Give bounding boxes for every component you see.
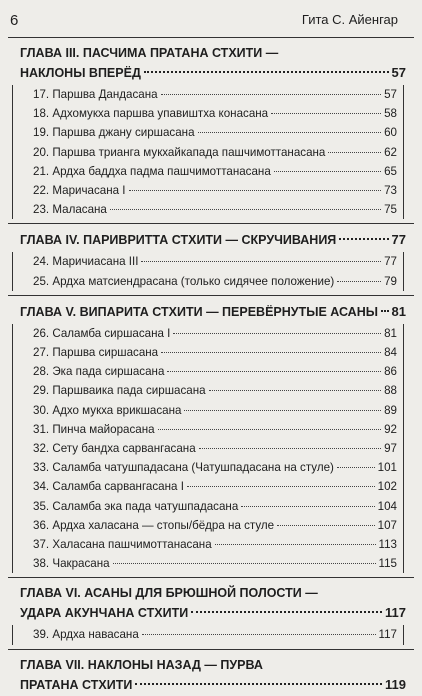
entry-page-number: 62	[384, 145, 397, 159]
entry-title: 33. Саламба чатушпадасана (Чатушпадасана на стуле)	[33, 461, 334, 475]
entry-page-number: 113	[378, 538, 397, 552]
chapter-title	[0, 656, 422, 695]
toc-entry	[33, 181, 397, 200]
entry-page-number: 115	[378, 557, 397, 571]
toc-chapter	[0, 584, 422, 644]
toc-entry	[33, 272, 397, 291]
leader-dots	[187, 486, 375, 487]
entry-title: 30. Адхо мукха врикшасана	[33, 403, 182, 417]
toc-entry	[33, 458, 397, 477]
leader-dots	[339, 238, 388, 240]
leader-dots	[113, 563, 376, 564]
toc-entry	[33, 381, 397, 400]
entry-title: 37. Халасана пашчимоттанасана	[33, 538, 212, 552]
entry-title: 18. Адхомукха паршва упавиштха конасана	[33, 107, 269, 121]
chapter-page-number: 81	[391, 303, 406, 319]
toc-entry	[33, 85, 397, 104]
toc-entry	[33, 535, 397, 554]
entry-title: 39. Ардха навасана	[33, 628, 139, 642]
chapter-title-line: ГЛАВА V. ВИПАРИТА СТХИТИ — ПЕРЕВЁРНУТЫЕ АСАНЫ	[20, 304, 378, 319]
chapter-page-number: 77	[391, 232, 406, 248]
toc-entry	[33, 104, 397, 123]
entry-page-number: 65	[384, 164, 397, 178]
asana-list	[12, 252, 404, 290]
leader-dots	[241, 506, 374, 507]
entry-page-number: 97	[384, 442, 397, 456]
chapter-title-line: ПРАТАНА СТХИТИ	[20, 677, 133, 692]
toc-entry	[33, 497, 397, 516]
leader-dots	[129, 190, 382, 191]
entry-page-number: 58	[384, 107, 397, 121]
entry-page-number: 57	[384, 88, 397, 101]
chapter-title-line: ГЛАВА VII. НАКЛОНЫ НАЗАД — ПУРВА	[20, 657, 263, 672]
entry-title: 23. Маласана	[33, 203, 107, 217]
toc-entry	[33, 162, 397, 181]
leader-dots	[274, 171, 381, 172]
header-rule	[8, 37, 414, 38]
toc-chapter	[0, 44, 422, 219]
entry-title: 29. Паршваика пада сиршасана	[33, 384, 206, 398]
chapter-page-number: 119	[385, 676, 406, 692]
toc-entry	[33, 143, 397, 162]
entry-title: 28. Эка пада сиршасана	[33, 365, 165, 379]
toc-entry	[33, 200, 397, 219]
entry-page-number: 117	[378, 628, 397, 642]
entry-page-number: 60	[384, 126, 397, 140]
entry-title: 22. Маричасана I	[33, 184, 126, 198]
toc-entry	[33, 477, 397, 496]
entry-page-number: 77	[384, 255, 397, 269]
entry-page-number: 92	[384, 422, 397, 436]
leader-dots	[141, 261, 381, 262]
toc-entry	[33, 439, 397, 458]
entry-page-number: 101	[377, 461, 397, 475]
toc-entry	[33, 516, 397, 535]
entry-page-number: 84	[384, 346, 397, 360]
leader-dots	[381, 310, 389, 312]
leader-dots	[199, 448, 381, 449]
asana-list	[12, 625, 404, 644]
chapter-title	[0, 584, 422, 623]
entry-title: 36. Ардха халасана — стопы/бёдра на стуле	[33, 518, 275, 532]
leader-dots	[215, 544, 376, 545]
toc-entry	[33, 554, 397, 573]
asana-list	[12, 324, 404, 574]
running-head: Гита С. Айенгар	[301, 12, 398, 27]
asana-list	[12, 85, 404, 219]
entry-page-number: 81	[384, 326, 397, 340]
entry-title: 21. Ардха баддха падма пашчимоттанасана	[33, 164, 271, 178]
chapter-title	[0, 302, 422, 322]
entry-page-number: 107	[377, 518, 397, 532]
chapter-title-line: ГЛАВА VI. АСАНЫ ДЛЯ БРЮШНОЙ ПОЛОСТИ —	[20, 586, 318, 601]
leader-dots	[161, 352, 381, 353]
chapter-title	[0, 44, 422, 83]
table-of-contents	[0, 44, 422, 695]
leader-dots	[277, 525, 375, 526]
leader-dots	[271, 113, 381, 114]
entry-page-number: 88	[384, 384, 397, 398]
entry-page-number: 104	[377, 499, 397, 513]
leader-dots	[135, 683, 382, 685]
toc-chapter	[0, 656, 422, 695]
leader-dots	[167, 371, 381, 372]
entry-title: 20. Паршва трианга мукхайкапада пашчимоттанасана	[33, 145, 326, 159]
chapter-separator	[8, 649, 414, 650]
entry-title: 31. Пинча майорасана	[33, 422, 155, 436]
page-number: 6	[10, 12, 19, 29]
chapter-title-line: ГЛАВА IV. ПАРИВРИТТА СТХИТИ — СКРУЧИВАНИЯ	[20, 233, 337, 248]
chapter-title-line: НАКЛОНЫ ВПЕРЁД	[20, 66, 141, 80]
entry-page-number: 86	[384, 365, 397, 379]
entry-page-number: 89	[384, 403, 397, 417]
entry-page-number: 73	[384, 184, 397, 198]
leader-dots	[158, 429, 382, 430]
leader-dots	[173, 333, 381, 334]
chapter-separator	[8, 577, 414, 578]
entry-title: 24. Маричиасана III	[33, 255, 139, 269]
entry-title: 25. Ардха матсиендрасана (только сидячее положение)	[33, 274, 335, 288]
leader-dots	[110, 209, 381, 210]
leader-dots	[161, 94, 382, 95]
chapter-page-number: 117	[385, 605, 406, 621]
entry-title: 32. Сету бандха сарвангасана	[33, 442, 196, 456]
leader-dots	[191, 611, 382, 613]
leader-dots	[337, 281, 381, 282]
entry-title: 17. Паршва Дандасана	[33, 88, 158, 101]
entry-title: 27. Паршва сиршасана	[33, 346, 159, 360]
chapter-page-number: 57	[391, 65, 406, 80]
entry-title: 38. Чакрасана	[33, 557, 110, 571]
leader-dots	[144, 71, 389, 73]
entry-page-number: 79	[384, 274, 397, 288]
toc-chapter	[0, 302, 422, 574]
toc-entry	[33, 252, 397, 271]
leader-dots	[328, 152, 381, 153]
toc-entry	[33, 123, 397, 142]
toc-chapter	[0, 230, 422, 290]
toc-entry	[33, 420, 397, 439]
entry-page-number: 102	[377, 480, 397, 494]
toc-entry	[33, 362, 397, 381]
leader-dots	[198, 132, 382, 133]
toc-entry	[33, 401, 397, 420]
entry-title: 19. Паршва джану сиршасана	[33, 126, 195, 140]
page-header	[0, 0, 422, 40]
leader-dots	[142, 634, 376, 635]
entry-title: 26. Саламба сиршасана I	[33, 326, 171, 340]
chapter-title	[0, 230, 422, 250]
entry-title: 35. Саламба эка пада чатушпадасана	[33, 499, 239, 513]
toc-entry	[33, 343, 397, 362]
entry-title: 34. Саламба сарвангасана I	[33, 480, 184, 494]
leader-dots	[184, 410, 381, 411]
chapter-separator	[8, 295, 414, 296]
chapter-title-line: ГЛАВА III. ПАСЧИМА ПРАТАНА СТХИТИ —	[20, 46, 279, 60]
chapter-title-line: УДАРА АКУНЧАНА СТХИТИ	[20, 606, 189, 621]
toc-entry	[33, 324, 397, 343]
toc-entry	[33, 625, 397, 644]
leader-dots	[209, 390, 382, 391]
entry-page-number: 75	[384, 203, 397, 217]
chapter-separator	[8, 223, 414, 224]
leader-dots	[337, 467, 375, 468]
